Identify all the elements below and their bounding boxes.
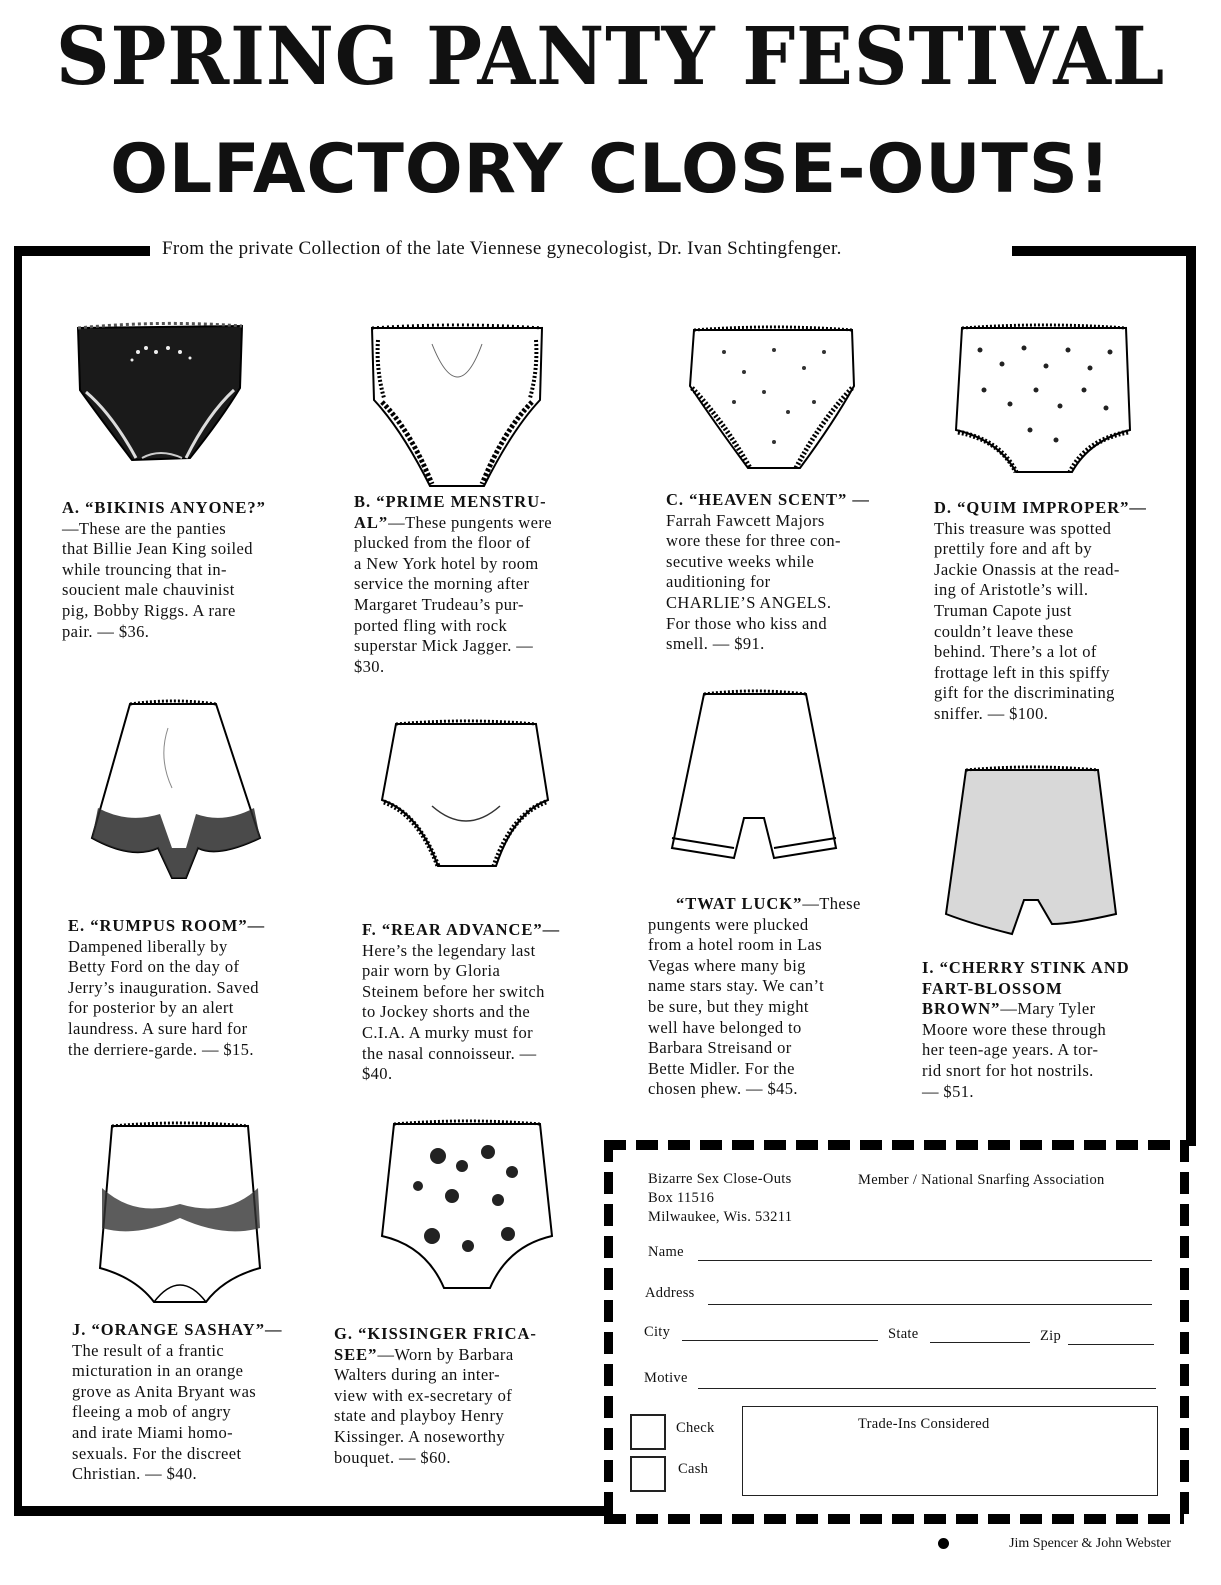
address-label: Address bbox=[645, 1285, 695, 1301]
item-b-title-cont: AL” bbox=[354, 512, 389, 532]
frame-bottom-bar bbox=[14, 1506, 604, 1516]
item-c bbox=[666, 490, 870, 655]
item-c-line: Farrah Fawcett Majors bbox=[666, 510, 825, 530]
subheading: From the private Collection of the late Viennese gynecologist, Dr. Ivan Schtingfenger. bbox=[162, 238, 842, 259]
panty-illustration-a bbox=[72, 318, 248, 474]
item-f-line: Here’s the legendary last bbox=[362, 940, 536, 960]
item-j-title: J. “ORANGE SASHAY”— bbox=[72, 1320, 283, 1339]
cash-label: Cash bbox=[678, 1461, 709, 1477]
item-a-line: pair. — $36. bbox=[62, 621, 150, 641]
item-f-line: C.I.A. A murky must for bbox=[362, 1022, 533, 1042]
panty-illustration-c bbox=[684, 322, 860, 472]
coupon-address-line: Box 11516 bbox=[648, 1190, 715, 1206]
item-b-first-line: —These pungents were bbox=[388, 512, 552, 532]
item-e-line: the derriere-garde. — $15. bbox=[68, 1039, 254, 1059]
headline-olfactory-close-outs: OLFACTORY CLOSE-OUTS! bbox=[110, 130, 1111, 209]
coupon-border-right bbox=[1180, 1140, 1189, 1524]
item-d-line: Truman Capote just bbox=[934, 600, 1072, 620]
item-i-title: I. “CHERRY STINK AND bbox=[922, 958, 1130, 977]
item-g-title-cont: SEE” bbox=[334, 1344, 378, 1364]
item-h-line: Vegas where many big bbox=[648, 955, 806, 975]
item-h-line: pungents were plucked bbox=[648, 914, 809, 934]
item-b-line: a New York hotel by room bbox=[354, 553, 539, 573]
item-g bbox=[334, 1324, 537, 1468]
panty-illustration-h bbox=[664, 688, 844, 866]
item-g-title: G. “KISSINGER FRICA- bbox=[334, 1324, 537, 1343]
item-j-line: The result of a frantic bbox=[72, 1340, 225, 1360]
panty-illustration-d bbox=[950, 320, 1136, 476]
panty-illustration-g bbox=[378, 1116, 556, 1294]
coupon-address-line: Bizarre Sex Close-Outs bbox=[648, 1171, 792, 1187]
item-d-line: ing of Aristotle’s will. bbox=[934, 580, 1089, 600]
item-a-line: while trouncing that in- bbox=[62, 559, 227, 579]
trade-ins-label: Trade-Ins Considered bbox=[858, 1416, 990, 1432]
item-h-line: be sure, but they might bbox=[648, 996, 809, 1016]
frame-right-bar bbox=[1186, 246, 1196, 1146]
item-f-line: to Jockey shorts and the bbox=[362, 1002, 531, 1022]
item-d-line: frottage left in this spiffy bbox=[934, 662, 1110, 682]
item-b-line: plucked from the floor of bbox=[354, 533, 531, 553]
item-g-line: view with ex-secretary of bbox=[334, 1385, 513, 1405]
zip-label: Zip bbox=[1040, 1328, 1062, 1344]
state-field[interactable] bbox=[930, 1342, 1030, 1343]
item-h-first-line: —These bbox=[802, 894, 861, 913]
item-b-line: Margaret Trudeau’s pur- bbox=[354, 594, 524, 614]
coupon-border-bottom bbox=[604, 1514, 1184, 1524]
item-d-line: sniffer. — $100. bbox=[934, 703, 1049, 723]
state-label: State bbox=[888, 1326, 919, 1342]
item-j bbox=[72, 1320, 282, 1485]
item-i-line: rid snort for hot nostrils. bbox=[922, 1060, 1094, 1080]
item-h-line: Bette Midler. For the bbox=[648, 1058, 795, 1078]
item-a-line: —These are the panties bbox=[62, 518, 227, 538]
item-b-title: B. “PRIME MENSTRU- bbox=[354, 492, 547, 511]
panty-illustration-e bbox=[88, 698, 264, 882]
item-e-title: E. “RUMPUS ROOM”— bbox=[68, 916, 266, 935]
item-c-line: auditioning for bbox=[666, 572, 771, 592]
name-label: Name bbox=[648, 1244, 684, 1260]
item-j-line: grove as Anita Bryant was bbox=[72, 1381, 257, 1401]
item-f-line: Steinem before her switch bbox=[362, 981, 545, 1001]
item-d-line: prettily fore and aft by bbox=[934, 539, 1093, 559]
item-e bbox=[68, 916, 265, 1060]
city-label: City bbox=[644, 1324, 671, 1340]
item-i-title-end: BROWN” bbox=[922, 999, 1001, 1019]
coupon-mailing-address bbox=[648, 1170, 792, 1227]
check-label: Check bbox=[676, 1420, 715, 1436]
item-c-title: C. “HEAVEN SCENT” — bbox=[666, 490, 870, 509]
item-f-title: F. “REAR ADVANCE”— bbox=[362, 920, 561, 939]
item-d-line: Jackie Onassis at the read- bbox=[934, 559, 1120, 579]
item-a bbox=[62, 498, 266, 642]
item-c-line: For those who kiss and bbox=[666, 613, 827, 633]
item-b-line: $30. bbox=[354, 656, 385, 676]
item-c-line: wore these for three con- bbox=[666, 531, 841, 551]
item-h-line: chosen phew. — $45. bbox=[648, 1079, 798, 1099]
item-d-line: couldn’t leave these bbox=[934, 621, 1074, 641]
item-b bbox=[354, 492, 552, 677]
item-f-line: pair worn by Gloria bbox=[362, 961, 501, 981]
motive-label: Motive bbox=[644, 1370, 688, 1386]
item-f bbox=[362, 920, 560, 1085]
item-b-line: superstar Mick Jagger. — bbox=[354, 636, 534, 656]
item-e-line: Betty Ford on the day of bbox=[68, 957, 240, 977]
coupon-member-text: Member / National Snarfing Association bbox=[858, 1172, 1105, 1188]
item-g-line: Walters during an inter- bbox=[334, 1365, 501, 1385]
panty-illustration-f bbox=[378, 716, 554, 870]
panty-illustration-j bbox=[94, 1118, 266, 1304]
item-j-line: fleeing a mob of angry bbox=[72, 1402, 232, 1422]
zip-field[interactable] bbox=[1068, 1344, 1154, 1345]
frame-top-right-bar bbox=[1012, 246, 1196, 256]
frame-left-bar bbox=[14, 246, 22, 1516]
item-h-line: from a hotel room in Las bbox=[648, 935, 823, 955]
item-g-line: bouquet. — $60. bbox=[334, 1447, 451, 1467]
item-h-line: well have belonged to bbox=[648, 1017, 802, 1037]
item-h-line: name stars stay. We can’t bbox=[648, 976, 825, 996]
coupon-address-line: Milwaukee, Wis. 53211 bbox=[648, 1209, 793, 1225]
item-d-line: This treasure was spotted bbox=[934, 518, 1112, 538]
address-field[interactable] bbox=[708, 1304, 1152, 1305]
item-e-line: Jerry’s inauguration. Saved bbox=[68, 977, 259, 997]
item-i-line: Moore wore these through bbox=[922, 1019, 1107, 1039]
item-j-line: micturation in an orange bbox=[72, 1361, 244, 1381]
item-b-line: ported fling with rock bbox=[354, 615, 508, 635]
item-j-line: and irate Miami homo- bbox=[72, 1422, 233, 1442]
item-c-line: CHARLIE’S ANGELS. bbox=[666, 592, 832, 612]
item-g-first-line: —Worn by Barbara bbox=[377, 1344, 514, 1364]
item-g-line: state and playboy Henry bbox=[334, 1406, 505, 1426]
headline-spring-panty-festival: SPRING PANTY FESTIVAL bbox=[55, 9, 1166, 103]
panty-illustration-b bbox=[362, 320, 552, 490]
item-i-line: her teen-age years. A tor- bbox=[922, 1040, 1099, 1060]
item-i-first-line: —Mary Tyler bbox=[1000, 999, 1096, 1019]
item-j-line: sexuals. For the discreet bbox=[72, 1443, 242, 1463]
city-field[interactable] bbox=[682, 1340, 878, 1341]
item-c-line: smell. — $91. bbox=[666, 634, 765, 654]
item-f-line: $40. bbox=[362, 1064, 393, 1084]
item-i-title-cont: FART-BLOSSOM bbox=[922, 978, 1063, 998]
item-e-line: Dampened liberally by bbox=[68, 936, 228, 956]
artist-credit: Jim Spencer & John Webster bbox=[1009, 1536, 1171, 1551]
item-a-line: that Billie Jean King soiled bbox=[62, 539, 253, 559]
item-a-title: A. “BIKINIS ANYONE?” bbox=[62, 498, 266, 517]
item-i bbox=[922, 958, 1130, 1102]
motive-field[interactable] bbox=[698, 1388, 1156, 1389]
cash-checkbox[interactable] bbox=[630, 1456, 666, 1492]
item-c-line: secutive weeks while bbox=[666, 551, 815, 571]
bullet-icon bbox=[938, 1538, 949, 1549]
item-i-line: — $51. bbox=[922, 1081, 974, 1101]
frame-top-left-bar bbox=[14, 246, 150, 256]
coupon-border-top bbox=[604, 1140, 1184, 1150]
item-f-line: the nasal connoisseur. — bbox=[362, 1043, 537, 1063]
item-h-title: “TWAT LUCK” bbox=[676, 894, 803, 913]
item-d-line: gift for the discriminating bbox=[934, 683, 1115, 703]
name-field[interactable] bbox=[698, 1260, 1152, 1261]
item-a-line: soucient male chauvinist bbox=[62, 580, 235, 600]
item-h-line: Barbara Streisand or bbox=[648, 1038, 792, 1058]
coupon-border-left bbox=[604, 1140, 613, 1524]
item-j-line: Christian. — $40. bbox=[72, 1464, 198, 1484]
item-h bbox=[648, 894, 861, 1100]
item-a-line: pig, Bobby Riggs. A rare bbox=[62, 600, 236, 620]
item-d-line: behind. There’s a lot of bbox=[934, 642, 1097, 662]
item-d bbox=[934, 498, 1147, 725]
item-g-line: Kissinger. A noseworthy bbox=[334, 1426, 505, 1446]
item-e-line: laundress. A sure hard for bbox=[68, 1018, 248, 1038]
check-checkbox[interactable] bbox=[630, 1414, 666, 1450]
panty-illustration-i bbox=[942, 764, 1122, 940]
item-e-line: for posterior by an alert bbox=[68, 998, 234, 1018]
item-b-line: service the morning after bbox=[354, 574, 530, 594]
item-d-title: D. “QUIM IMPROPER”— bbox=[934, 498, 1147, 517]
